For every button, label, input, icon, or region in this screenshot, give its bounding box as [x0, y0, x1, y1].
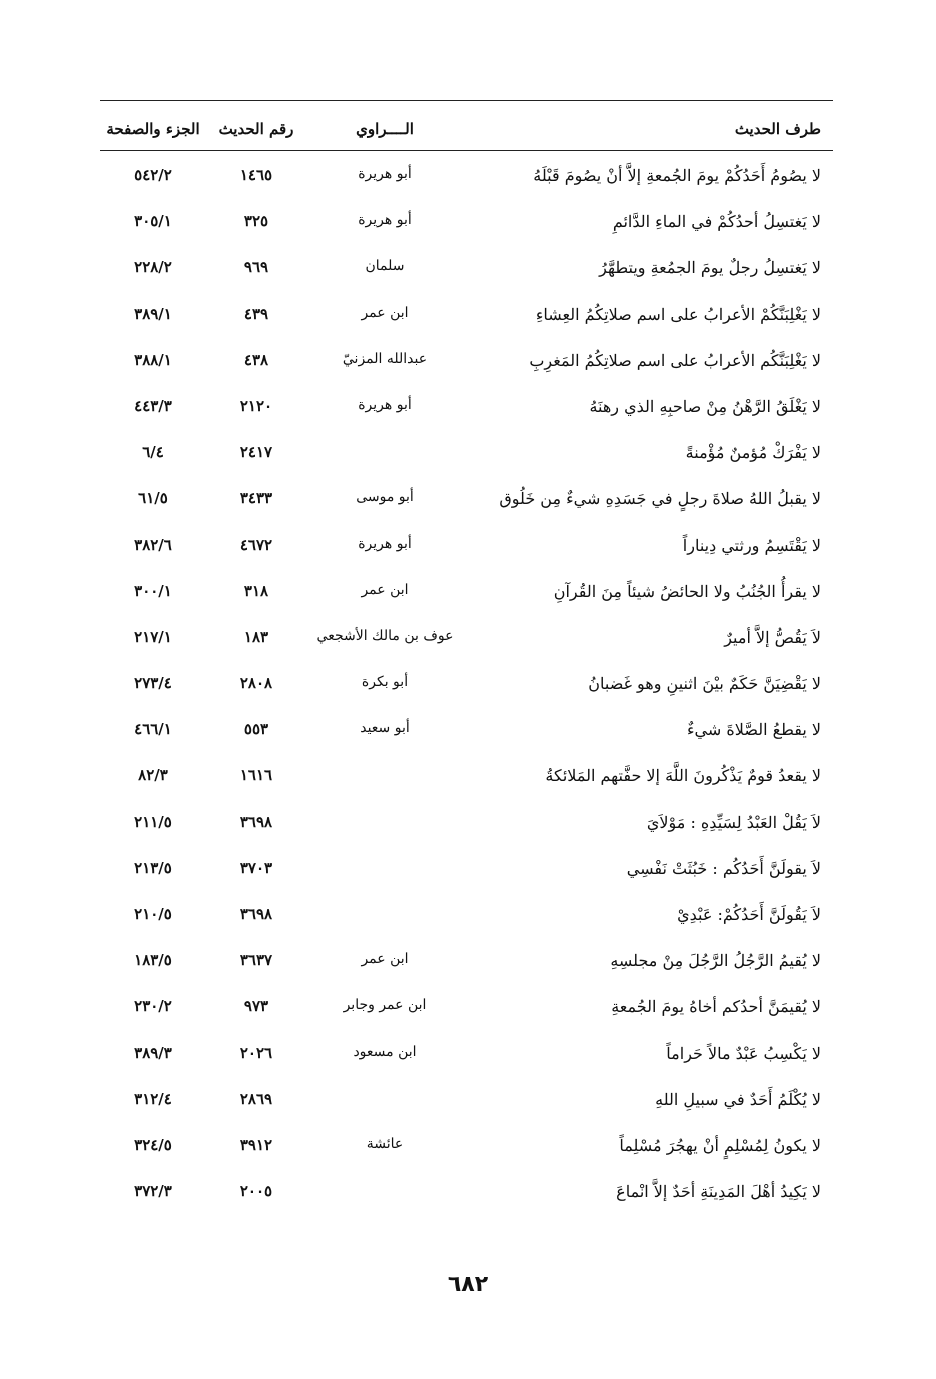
hadith-tarf: لاَ يقولَنَّ أَحَدُكُم : خَبُثَتْ نَفْسِي [626, 858, 821, 878]
table-row [100, 1126, 833, 1172]
hadith-tarf: لا يُكْلَمُ أَحَدٌ في سبيلِ اللهِ [655, 1089, 821, 1109]
hadith-number: ٣٢٥ [243, 212, 269, 231]
volume-page: ٣١٢/٤ [134, 1089, 172, 1108]
hadith-number: ٤٦٧٢ [239, 535, 273, 554]
hadith-number: ٣٦٩٨ [239, 905, 273, 923]
table-row [100, 387, 833, 433]
hadith-tarf: لا يكونُ لِمُسْلِمٍ أنْ يهجُرَ مُسْلِماً [619, 1135, 821, 1155]
table-row [100, 433, 833, 479]
hadith-tarf: لاَ يَقُولَنَّ أَحَدُكُمْ: عَبْدِيْ [677, 905, 821, 924]
volume-page: ٣٨٩/٣ [134, 1043, 172, 1062]
volume-page: ٢٣٠/٢ [134, 997, 172, 1016]
volume-page: ٨٢/٣ [138, 766, 168, 785]
hadith-number: ٢٤١٧ [239, 443, 273, 462]
hadith-tarf: لاَ يَقُلْ العَبْدُ لِسَيِّدِهِ : مَوْلاَيَ [646, 812, 821, 832]
table-row [100, 479, 833, 525]
hadith-number: ٢٠٠٥ [239, 1182, 273, 1201]
hadith-tarf: لا يَغتسِلُ أحدُكُمْ في الماءِ الدَّائمِ [612, 212, 821, 232]
narrator: ابن عمر وجابر [343, 997, 427, 1014]
table-row [100, 849, 833, 895]
volume-page: ٣٠٠/١ [134, 581, 172, 600]
volume-page: ٣٠٥/١ [134, 212, 172, 231]
volume-page: ٢١٠/٥ [134, 905, 172, 923]
volume-page: ٢٧٣/٤ [134, 674, 172, 693]
hadith-number: ٣٤٣٣ [239, 489, 273, 508]
hadith-tarf: لا يَكْسِبُ عَبْدٌ مالاً حَراماً [666, 1043, 821, 1063]
narrator: عائشة [366, 1135, 404, 1152]
hadith-number: ٩٧٣ [243, 997, 269, 1016]
hadith-number: ٩٦٩ [243, 258, 269, 277]
table-row [100, 1080, 833, 1126]
table-row [100, 895, 833, 941]
table-row [100, 941, 833, 987]
narrator: ابن عمر [361, 304, 409, 321]
volume-page: ٤٦٦/١ [134, 720, 172, 739]
hadith-number: ٤٣٩ [243, 304, 269, 323]
hadith-tarf: لا يَكِيدُ أهْلَ المَدِينَةِ أحَدٌ إلاَّ انْماعَ [616, 1182, 821, 1202]
narrator: أبو هريرة [358, 396, 412, 413]
volume-page: ٣٨٨/١ [134, 350, 172, 369]
hadith-tarf: لا يقطعُ الصَّلاةَ شيءٌ [687, 720, 821, 740]
table-row [100, 248, 833, 294]
hadith-tarf: لا يُقيمُ الرَّجُلُ الرَّجُلَ مِنْ مجلسِهِ [610, 951, 821, 971]
hadith-number: ٣٩١٢ [239, 1135, 273, 1154]
table-row [100, 341, 833, 387]
hadith-tarf: لا يقبلُ اللهُ صلاةَ رجلٍ في جَسَدِهِ شيءٌ مِن خَلُوق [499, 489, 821, 509]
header-rule [100, 150, 833, 151]
volume-page: ٢٢٨/٢ [134, 258, 172, 277]
hadith-tarf: لا يقرأُ الجُنُبُ ولا الحائضُ شيئاً مِنَ القُرآنِ [553, 581, 821, 601]
volume-page: ٢١٧/١ [134, 627, 172, 646]
table-row [100, 156, 833, 202]
hadith-number: ٣٦٩٨ [239, 812, 273, 831]
table-row [100, 618, 833, 664]
top-rule [100, 100, 833, 101]
hadith-number: ١٤٦٥ [239, 166, 273, 184]
narrator: ابن عمر [361, 951, 409, 968]
narrator: ابن مسعود [353, 1043, 417, 1060]
hadith-number: ٢١٢٠ [239, 396, 273, 415]
volume-page: ٤٤٣/٣ [134, 396, 172, 415]
header-tarf: طرف الحديث [734, 120, 821, 138]
hadith-tarf: لا يَقْضِيَنَّ حَكَمٌ بيْنَ اثنينِ وهو غَضبانُ [588, 674, 821, 694]
hadith-number: ٣٦٣٧ [239, 951, 273, 970]
hadith-number: ٢٨٦٩ [239, 1089, 273, 1108]
volume-page: ٢١٣/٥ [134, 858, 172, 877]
hadith-tarf: لا يَغْلِبَنَّكُم الأعرابُ على اسم صلاتِكُمُ المَغرِبِ [529, 350, 821, 370]
header-volume-page: الجزء والصفحة [106, 120, 200, 138]
volume-page: ٣٨٩/١ [134, 304, 172, 323]
hadith-tarf: لاَ يَقُصُّ إلاَّ أميرٌ [724, 627, 821, 647]
table-row [100, 572, 833, 618]
narrator: عبدالله المزنيّ [342, 350, 428, 367]
hadith-number: ٣١٨ [243, 581, 269, 600]
narrator: أبو موسى [356, 489, 414, 506]
narrator: أبو هريرة [358, 212, 412, 229]
table-row [100, 526, 833, 572]
hadith-number: ١٦١٦ [239, 766, 273, 785]
narrator: أبو سعيد [360, 720, 410, 737]
header-number: رقم الحديث [218, 120, 294, 138]
table-body [100, 156, 833, 1218]
table-row [100, 202, 833, 248]
volume-page: ٣٨٢/٦ [134, 535, 172, 554]
hadith-tarf: لا يَغتسِلُ رجلٌ يومَ الجمُعةِ ويتطهَّرُ [599, 258, 821, 278]
narrator: عوف بن مالك الأشجعي [316, 627, 454, 644]
table-row [100, 1034, 833, 1080]
hadith-tarf: لا يَفْرَكْ مُؤمنٌ مُؤْمنةً [685, 443, 821, 463]
volume-page: ١٨٣/٥ [134, 951, 172, 970]
hadith-tarf: لا يَغْلِبَنَّكُمْ الأعرابُ على اسم صلاتِكُمُ العِشاءِ [535, 304, 821, 324]
volume-page: ٦١/٥ [138, 489, 168, 508]
hadith-number: ٢٠٢٦ [239, 1043, 273, 1062]
table-row [100, 710, 833, 756]
narrator: أبو هريرة [358, 535, 412, 552]
table-row [100, 1172, 833, 1218]
table-row [100, 987, 833, 1033]
hadith-number: ٢٨٠٨ [239, 674, 273, 693]
volume-page: ٦/٤ [142, 443, 164, 462]
hadith-number: ٣٧٠٣ [239, 858, 273, 877]
narrator: ابن عمر [361, 581, 409, 598]
table-row [100, 295, 833, 341]
volume-page: ٣٧٢/٣ [134, 1182, 172, 1201]
table-header [100, 114, 833, 150]
hadith-tarf: لا يَغْلَقُ الرَّهْنُ مِنْ صاحبِهِ الذي رهنَهُ [589, 396, 821, 416]
page-number: ٦٨٢ [447, 1272, 489, 1297]
narrator: أبو هريرة [358, 166, 412, 182]
hadith-number: ١٨٣ [243, 627, 269, 646]
table-row [100, 803, 833, 849]
hadith-tarf: لا يَقْتَسِمُ ورثتي دِيناراً [682, 535, 821, 555]
volume-page: ٥٤٢/٢ [134, 166, 172, 184]
narrator: سلمان [365, 258, 405, 275]
table-row [100, 756, 833, 802]
hadith-number: ٤٣٨ [243, 350, 269, 369]
hadith-number: ٥٥٣ [243, 720, 269, 739]
hadith-tarf: لا يصُومُ أَحَدُكُمْ يومَ الجُمعةِ إلاَّ أنْ يصُومَ قَبْلَهُ [533, 166, 821, 185]
hadith-tarf: لا يقعدُ قومٌ يَذْكُرونَ اللَّهَ إلا حفَّتهم المَلائكةُ [545, 766, 821, 786]
volume-page: ٢١١/٥ [134, 812, 172, 831]
header-rawi: الــــراوي [356, 120, 414, 138]
hadith-tarf: لا يُقيمَنَّ أحدُكم أخاهُ يومَ الجُمعةِ [611, 997, 821, 1017]
narrator: أبو بكرة [361, 674, 409, 691]
volume-page: ٣٢٤/٥ [134, 1135, 172, 1154]
table-row [100, 664, 833, 710]
